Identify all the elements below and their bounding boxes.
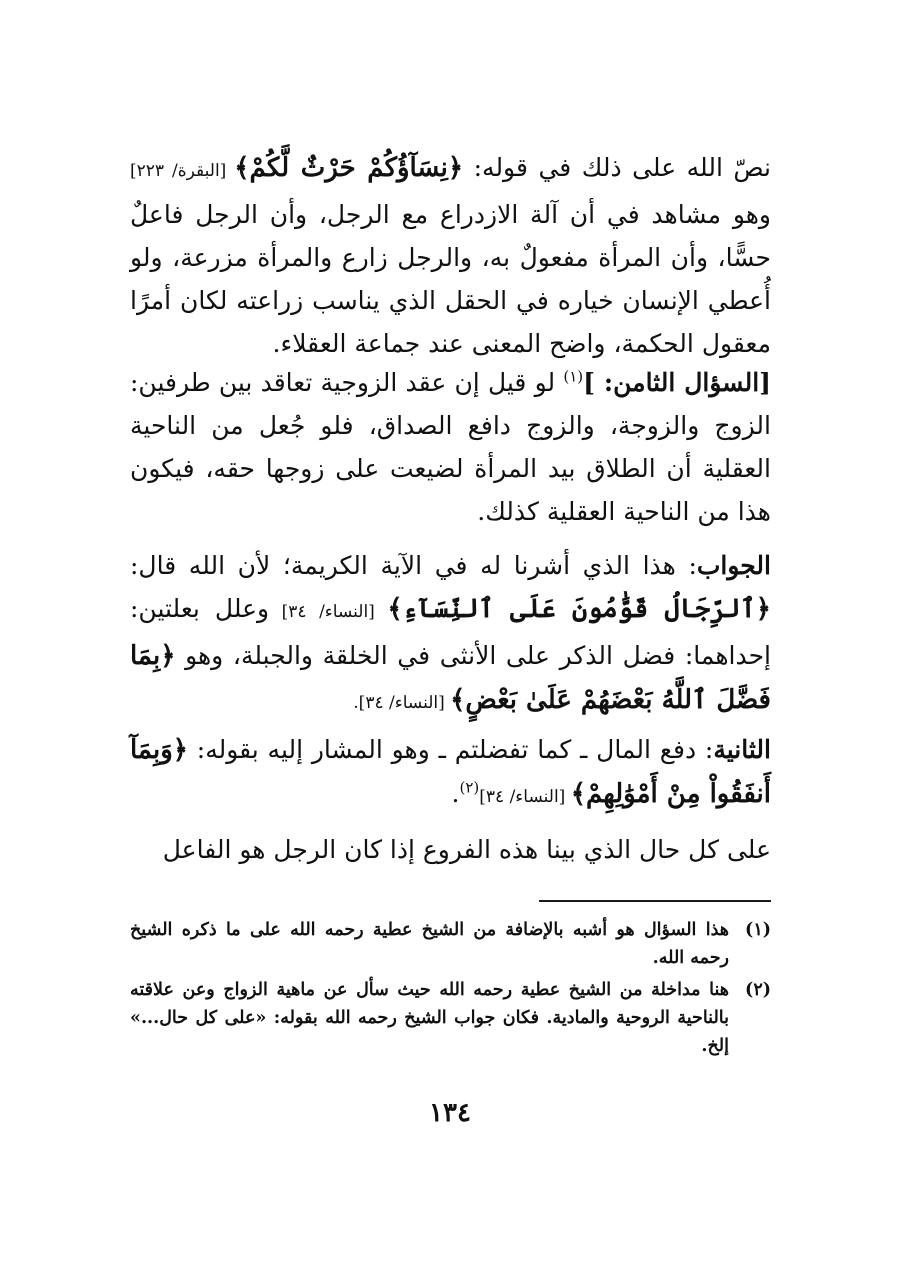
paragraph-3-text-a: : هذا الذي أشرنا له في الآية الكريمة؛ لأن الله قال: (130, 551, 697, 580)
paragraph-1-text-b: وهو مشاهد في أن آلة الازدراع مع الرجل، وأن الرجل فاعلٌ حسًّا، وأن المرأة مفعولٌ به، والرجل زارع والمرأة مزرعة، ولو أُعطي الإنسان خياره في الحقل الذي يناسب زراعته لكان أمرًا معقول الحكمة، واضح المعنى عند جماعة العقلاء. (130, 200, 771, 358)
paragraph-3-text-b: وعلل بعلتين: إحداهما: فضل الذكر على الأنثى في الخلقة والجبلة، وهو (130, 594, 771, 670)
footnote-ref-2[interactable]: (٢) (459, 778, 480, 797)
paragraph-4-end: . (451, 779, 460, 808)
paragraph-3 (130, 544, 771, 725)
quran-verse-nisa-preference: ﴿بِمَا فَضَّلَ ٱللَّهُ بَعْضَهُمْ عَلَىٰ بَعْضٍ﴾ (130, 641, 771, 715)
paragraph-2 (130, 361, 771, 533)
quran-verse-nisa-spending: ﴿وَبِمَآ أَنفَقُواْ مِنْ أَمْوَٰلِهِمْ﴾ (130, 735, 771, 809)
verse-reference-baqarah: [البقرة/ ٢٢٣] (130, 161, 235, 181)
footnote-1-number: (١) (745, 920, 771, 940)
footnote-separator (539, 900, 771, 902)
paragraph-1-text-a: نصّ الله على ذلك في قوله: (463, 153, 771, 182)
verse-reference-nisa-b: [النساء/ ٣٤]. (353, 693, 451, 713)
verse-reference-nisa-c: [النساء/ ٣٤] (479, 787, 571, 807)
paragraph-2-text: لو قيل إن عقد الزوجية تعاقد بين طرفين: الزوج والزوجة، والزوج دافع الصداق، فلو جُعل من الناحية العقلية أن الطلاق بيد المرأة لضيعت على زوجها حقه، فيكون هذا من الناحية العقلية كذلك. (130, 368, 771, 526)
second-reason-label: الثانية (713, 735, 771, 764)
page-number: ١٣٤ (429, 1098, 471, 1128)
footnote-1-text: هذا السؤال هو أشبه بالإضافة من الشيخ عطية رحمه الله على ما ذكره الشيخ رحمه الله. (130, 920, 729, 968)
footnote-2-number: (٢) (745, 980, 771, 1000)
footnote-2 (130, 976, 771, 1060)
quran-verse-nisa-men: ﴿ٱلرِّجَالُ قَوَّٰمُونَ عَلَى ٱلنِّسَآءِ﴾ (387, 594, 772, 624)
paragraph-5 (130, 828, 771, 871)
footnote-ref-1[interactable]: (١) (563, 367, 584, 386)
paragraph-5-text: على كل حال الذي بينا هذه الفروع إذا كان الرجل هو الفاعل (162, 835, 771, 864)
quran-verse-baqarah: ﴿نِسَآؤُكُمْ حَرْثٌ لَّكُمْ﴾ (234, 153, 464, 183)
paragraph-4 (130, 728, 771, 819)
paragraph-1 (130, 146, 771, 365)
verse-reference-nisa-a: [النساء/ ٣٤] (269, 602, 388, 622)
question-eight-label: [السؤال الثامن: ] (583, 368, 771, 397)
paragraph-4-text-a: : دفع المال ـ كما تفضلتم ـ وهو المشار إليه بقوله: (187, 735, 714, 764)
footnote-2-text: هنا مداخلة من الشيخ عطية رحمه الله حيث سأل عن ماهية الزواج وعن علاقته بالناحية الروحية والمادية. فكان جواب الشيخ رحمه الله بقوله: «على كل حال...» إلخ. (130, 980, 729, 1056)
footnote-1 (130, 916, 771, 972)
answer-label: الجواب (696, 551, 771, 580)
footnotes (130, 916, 771, 1064)
